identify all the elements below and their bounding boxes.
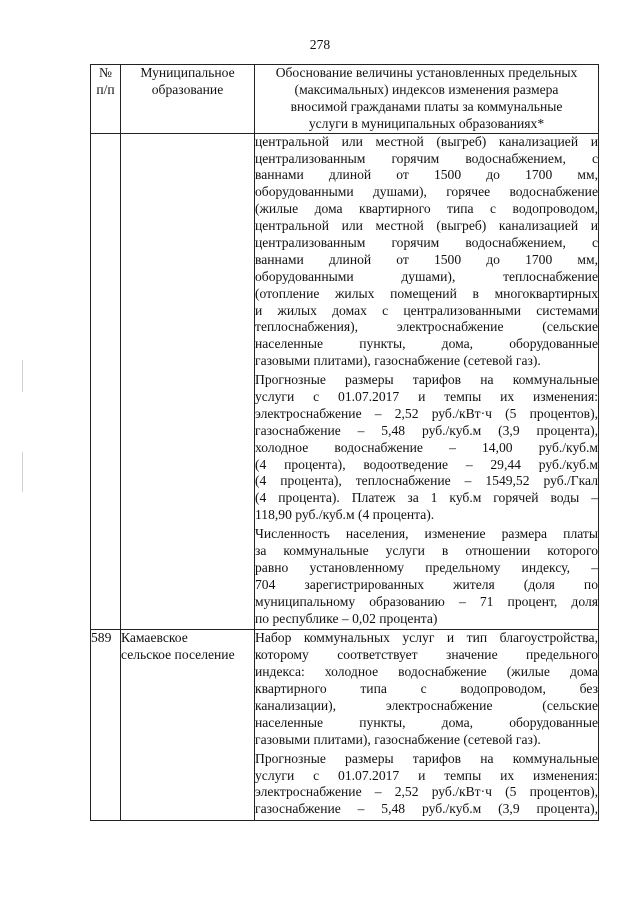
text-line: Набор коммунальных услуг и тип благоустройства, — [255, 630, 598, 646]
text-line: канализации), электроснабжение (сельские — [255, 698, 598, 714]
justification-paragraph — [255, 526, 598, 629]
text-line: газовыми плитами), газоснабжение (сетевой газ). — [255, 731, 541, 747]
text-line: индекса: холодное водоснабжение (жилые дома — [255, 664, 598, 680]
text-line: квартирного типа с водопроводом, без — [255, 681, 598, 697]
text-line: газоснабжение – 5,48 руб./куб.м (3,9 процента), — [255, 801, 598, 817]
header-justification: Обоснование величины установленных предельных (максимальных) индексов изменения размера вносимой гражданами платы за коммунальные услуги в муниципальных образованиях* — [255, 65, 599, 134]
scan-edge-mark — [22, 452, 23, 492]
text-line: центральной или местной (выгреб) канализацией и — [255, 133, 598, 149]
text-line: муниципальному образованию – 71 процент, доля — [255, 593, 598, 609]
table-row — [91, 133, 599, 630]
row-municipality — [121, 133, 255, 630]
row-number: 589 — [91, 630, 121, 821]
text-line: централизованным горячим водоснабжением, с — [255, 234, 598, 250]
text-line: оборудованными душами), теплоснабжение — [255, 268, 598, 284]
text-line: теплоснабжения), электроснабжение (сельские — [255, 319, 598, 335]
text-line: электроснабжение – 2,52 руб./кВт·ч (5 процентов), — [255, 405, 598, 421]
text-line: (4 процента), водоотведение – 29,44 руб./куб.м — [255, 456, 598, 472]
table-header-row — [91, 65, 599, 134]
tariff-table — [90, 64, 599, 821]
text-line: центральной или местной (выгреб) канализацией и — [255, 218, 598, 234]
text-line: газовыми плитами), газоснабжение (сетевой газ). — [255, 353, 541, 369]
text-line: услуги с 01.07.2017 и темпы их изменения: — [255, 388, 598, 404]
text-line: газоснабжение – 5,48 руб./куб.м (3,9 процента), — [255, 422, 598, 438]
text-line: электроснабжение – 2,52 руб./кВт·ч (5 процентов), — [255, 784, 598, 800]
page-number: 278 — [309, 37, 331, 52]
row-justification — [255, 630, 599, 821]
text-line: ваннами длиной от 1500 до 1700 мм, — [255, 251, 598, 267]
text-line: которому соответствует значение предельного — [255, 647, 598, 663]
text-line: (4 процента). Платеж за 1 куб.м горячей воды – — [255, 490, 598, 506]
text-line: холодное водоснабжение – 14,00 руб./куб.м — [255, 439, 598, 455]
table-row — [91, 630, 599, 821]
municipality-line: сельское поселение — [121, 647, 235, 663]
text-line: 118,90 руб./куб.м (4 процента). — [255, 507, 435, 523]
scan-edge-mark — [22, 360, 23, 392]
row-municipality — [121, 630, 255, 821]
justification-paragraph — [255, 134, 598, 372]
text-line: Прогнозные размеры тарифов на коммунальные — [255, 372, 598, 388]
text-line: населенные пункты, дома, оборудованные — [255, 336, 598, 352]
header-municipality: Муниципальное образование — [121, 65, 255, 134]
row-justification — [255, 133, 599, 630]
row-number — [91, 133, 121, 630]
text-line: (4 процента), теплоснабжение – 1549,52 руб./Гкал — [255, 473, 598, 489]
justification-paragraph — [255, 751, 598, 821]
text-line: Прогнозные размеры тарифов на коммунальные — [255, 750, 598, 766]
text-line: оборудованными душами), горячее водоснабжение — [255, 184, 598, 200]
text-line: ваннами длиной от 1500 до 1700 мм, — [255, 167, 598, 183]
text-line: населенные пункты, дома, оборудованные — [255, 714, 598, 730]
text-line: и жилых домах с централизованными системами — [255, 302, 598, 318]
justification-paragraph — [255, 372, 598, 526]
text-line: централизованным горячим водоснабжением, с — [255, 150, 598, 166]
municipality-line: Камаевское — [121, 630, 188, 646]
text-line: за коммунальные услуги в отношении которого — [255, 543, 598, 558]
text-line: по республике – 0,02 процента) — [255, 610, 438, 626]
text-line: (жилые дома квартирного типа с водопроводом, — [255, 201, 598, 217]
text-line: равно установленному предельному индексу, – — [255, 559, 598, 575]
justification-paragraph — [255, 630, 598, 750]
header-number: № п/п — [91, 65, 121, 134]
text-line: услуги с 01.07.2017 и темпы их изменения: — [255, 767, 598, 783]
text-line: 704 зарегистрированных жителя (доля по — [255, 576, 598, 592]
text-line: Численность населения, изменение размера платы — [255, 526, 598, 542]
text-line: (отопление жилых помещений в многоквартирных — [255, 285, 598, 301]
